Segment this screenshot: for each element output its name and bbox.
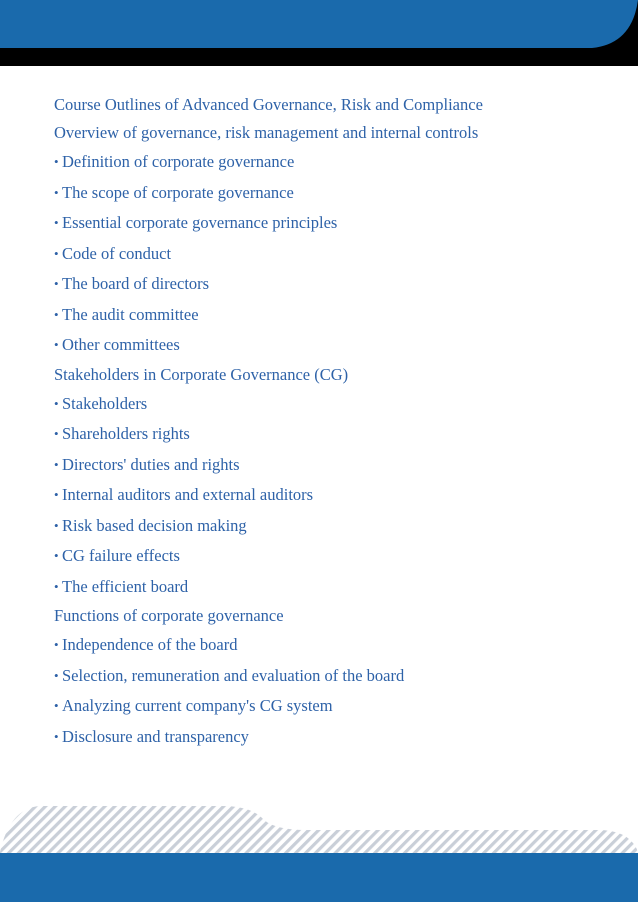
bullet-item-text: The board of directors — [62, 274, 210, 293]
bullet-icon: • — [54, 154, 59, 169]
bullet-item-text: Shareholders rights — [62, 424, 190, 443]
bullet-item-text: Internal auditors and external auditors — [62, 485, 314, 504]
bullet-icon: • — [54, 667, 59, 683]
footer-banner — [0, 800, 638, 902]
bullet-item-text: Independence of the board — [62, 635, 238, 654]
bullet-item-text: Definition of corporate governance — [62, 152, 295, 171]
bullet-item-text: Stakeholders — [62, 393, 148, 413]
section-heading-text: Overview of governance, risk management and internal controls — [54, 123, 479, 142]
bullet-item — [54, 269, 624, 300]
bullet-item — [54, 330, 624, 361]
bullet-item — [54, 239, 624, 270]
bullet-item — [54, 178, 624, 209]
bullet-item — [54, 722, 624, 753]
bullet-item-text: Risk based decision making — [62, 515, 247, 535]
bullet-item — [54, 691, 624, 722]
section-heading — [54, 361, 624, 389]
section-heading — [54, 119, 624, 147]
bullet-icon: • — [54, 215, 59, 230]
bullet-icon: • — [54, 426, 59, 441]
bullet-item-text: Directors' duties and rights — [62, 454, 240, 474]
section-heading-text: Functions of corporate governance — [54, 606, 284, 625]
bullet-item — [54, 419, 624, 450]
bullet-icon: • — [54, 517, 59, 533]
bullet-item — [54, 300, 624, 331]
bullet-item-text: Analyzing current company's CG system — [62, 696, 333, 715]
bullet-item-text: Selection, remuneration and evaluation of the board — [62, 665, 405, 685]
bullet-item — [54, 389, 624, 420]
bullet-item — [54, 541, 624, 572]
bullet-item — [54, 572, 624, 603]
bullet-icon: • — [54, 728, 59, 744]
bullet-icon: • — [54, 487, 59, 502]
bullet-icon: • — [54, 395, 59, 411]
footer-blue-band — [0, 853, 638, 902]
bullet-item-text: The efficient board — [62, 576, 189, 596]
bullet-item-text: CG failure effects — [62, 546, 180, 565]
bullet-item — [54, 147, 624, 178]
section-heading-text: Stakeholders in Corporate Governance (CG) — [54, 364, 349, 384]
bullet-icon: • — [54, 306, 59, 322]
section-heading — [54, 91, 624, 119]
bullet-item — [54, 480, 624, 511]
bullet-icon: • — [54, 184, 59, 200]
bullet-icon: • — [54, 698, 59, 713]
bullet-item-text: Disclosure and transparency — [62, 726, 249, 746]
bullet-item — [54, 450, 624, 481]
bullet-item — [54, 208, 624, 239]
bullet-item-text: Other committees — [62, 335, 180, 354]
header-blue-band — [0, 0, 638, 48]
bullet-icon: • — [54, 548, 59, 563]
bullet-icon: • — [54, 276, 59, 291]
bullet-icon: • — [54, 578, 59, 594]
section-heading — [54, 602, 624, 630]
course-outline — [54, 91, 624, 752]
bullet-icon: • — [54, 456, 59, 472]
section-heading-text: Course Outlines of Advanced Governance, Risk and Compliance — [54, 95, 483, 114]
bullet-icon: • — [54, 637, 59, 652]
bullet-icon: • — [54, 245, 59, 261]
header-banner — [0, 0, 638, 66]
bullet-item-text: Code of conduct — [62, 243, 172, 263]
bullet-icon: • — [54, 337, 59, 352]
bullet-item — [54, 630, 624, 661]
bullet-item — [54, 511, 624, 542]
bullet-item-text: Essential corporate governance principles — [62, 213, 338, 232]
footer-hatched-wave — [0, 806, 638, 860]
bullet-item-text: The scope of corporate governance — [62, 182, 294, 202]
bullet-item-text: The audit committee — [62, 304, 199, 324]
bullet-item — [54, 661, 624, 692]
